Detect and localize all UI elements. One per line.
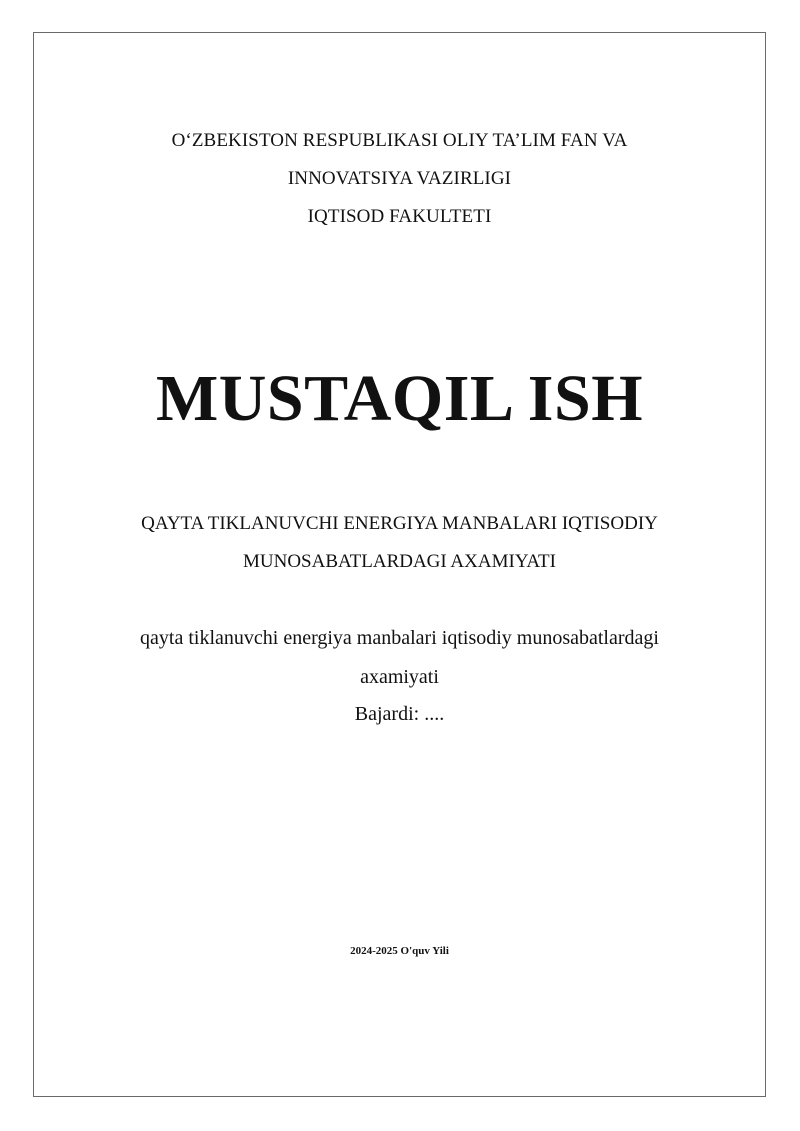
topic-subtitle-line-2: axamiyati — [360, 666, 439, 688]
academic-year: 2024-2025 O'quv Yili — [350, 945, 449, 957]
document-title: MUSTAQIL ISH — [155, 362, 644, 435]
performer-label: Bajardi: .... — [354, 703, 445, 725]
topic-subtitle — [33, 619, 766, 697]
topic-subtitle-line-1: qayta tiklanuvchi energiya manbalari iqtisodiy munosabatlardagi — [140, 627, 659, 649]
ministry-line-1: O‘ZBEKISTON RESPUBLIKASI OLIY TA’LIM FAN VA — [171, 130, 628, 151]
ministry-header — [33, 122, 766, 236]
topic-heading — [33, 505, 766, 581]
ministry-line-2: INNOVATSIYA VAZIRLIGI — [287, 168, 512, 189]
faculty-name: IQTISOD FAKULTETI — [307, 206, 492, 227]
topic-heading-line-1: QAYTA TIKLANUVCHI ENERGIYA MANBALARI IQTISODIY — [141, 513, 658, 534]
topic-heading-line-2: MUNOSABATLARDAGI AXAMIYATI — [243, 551, 556, 572]
